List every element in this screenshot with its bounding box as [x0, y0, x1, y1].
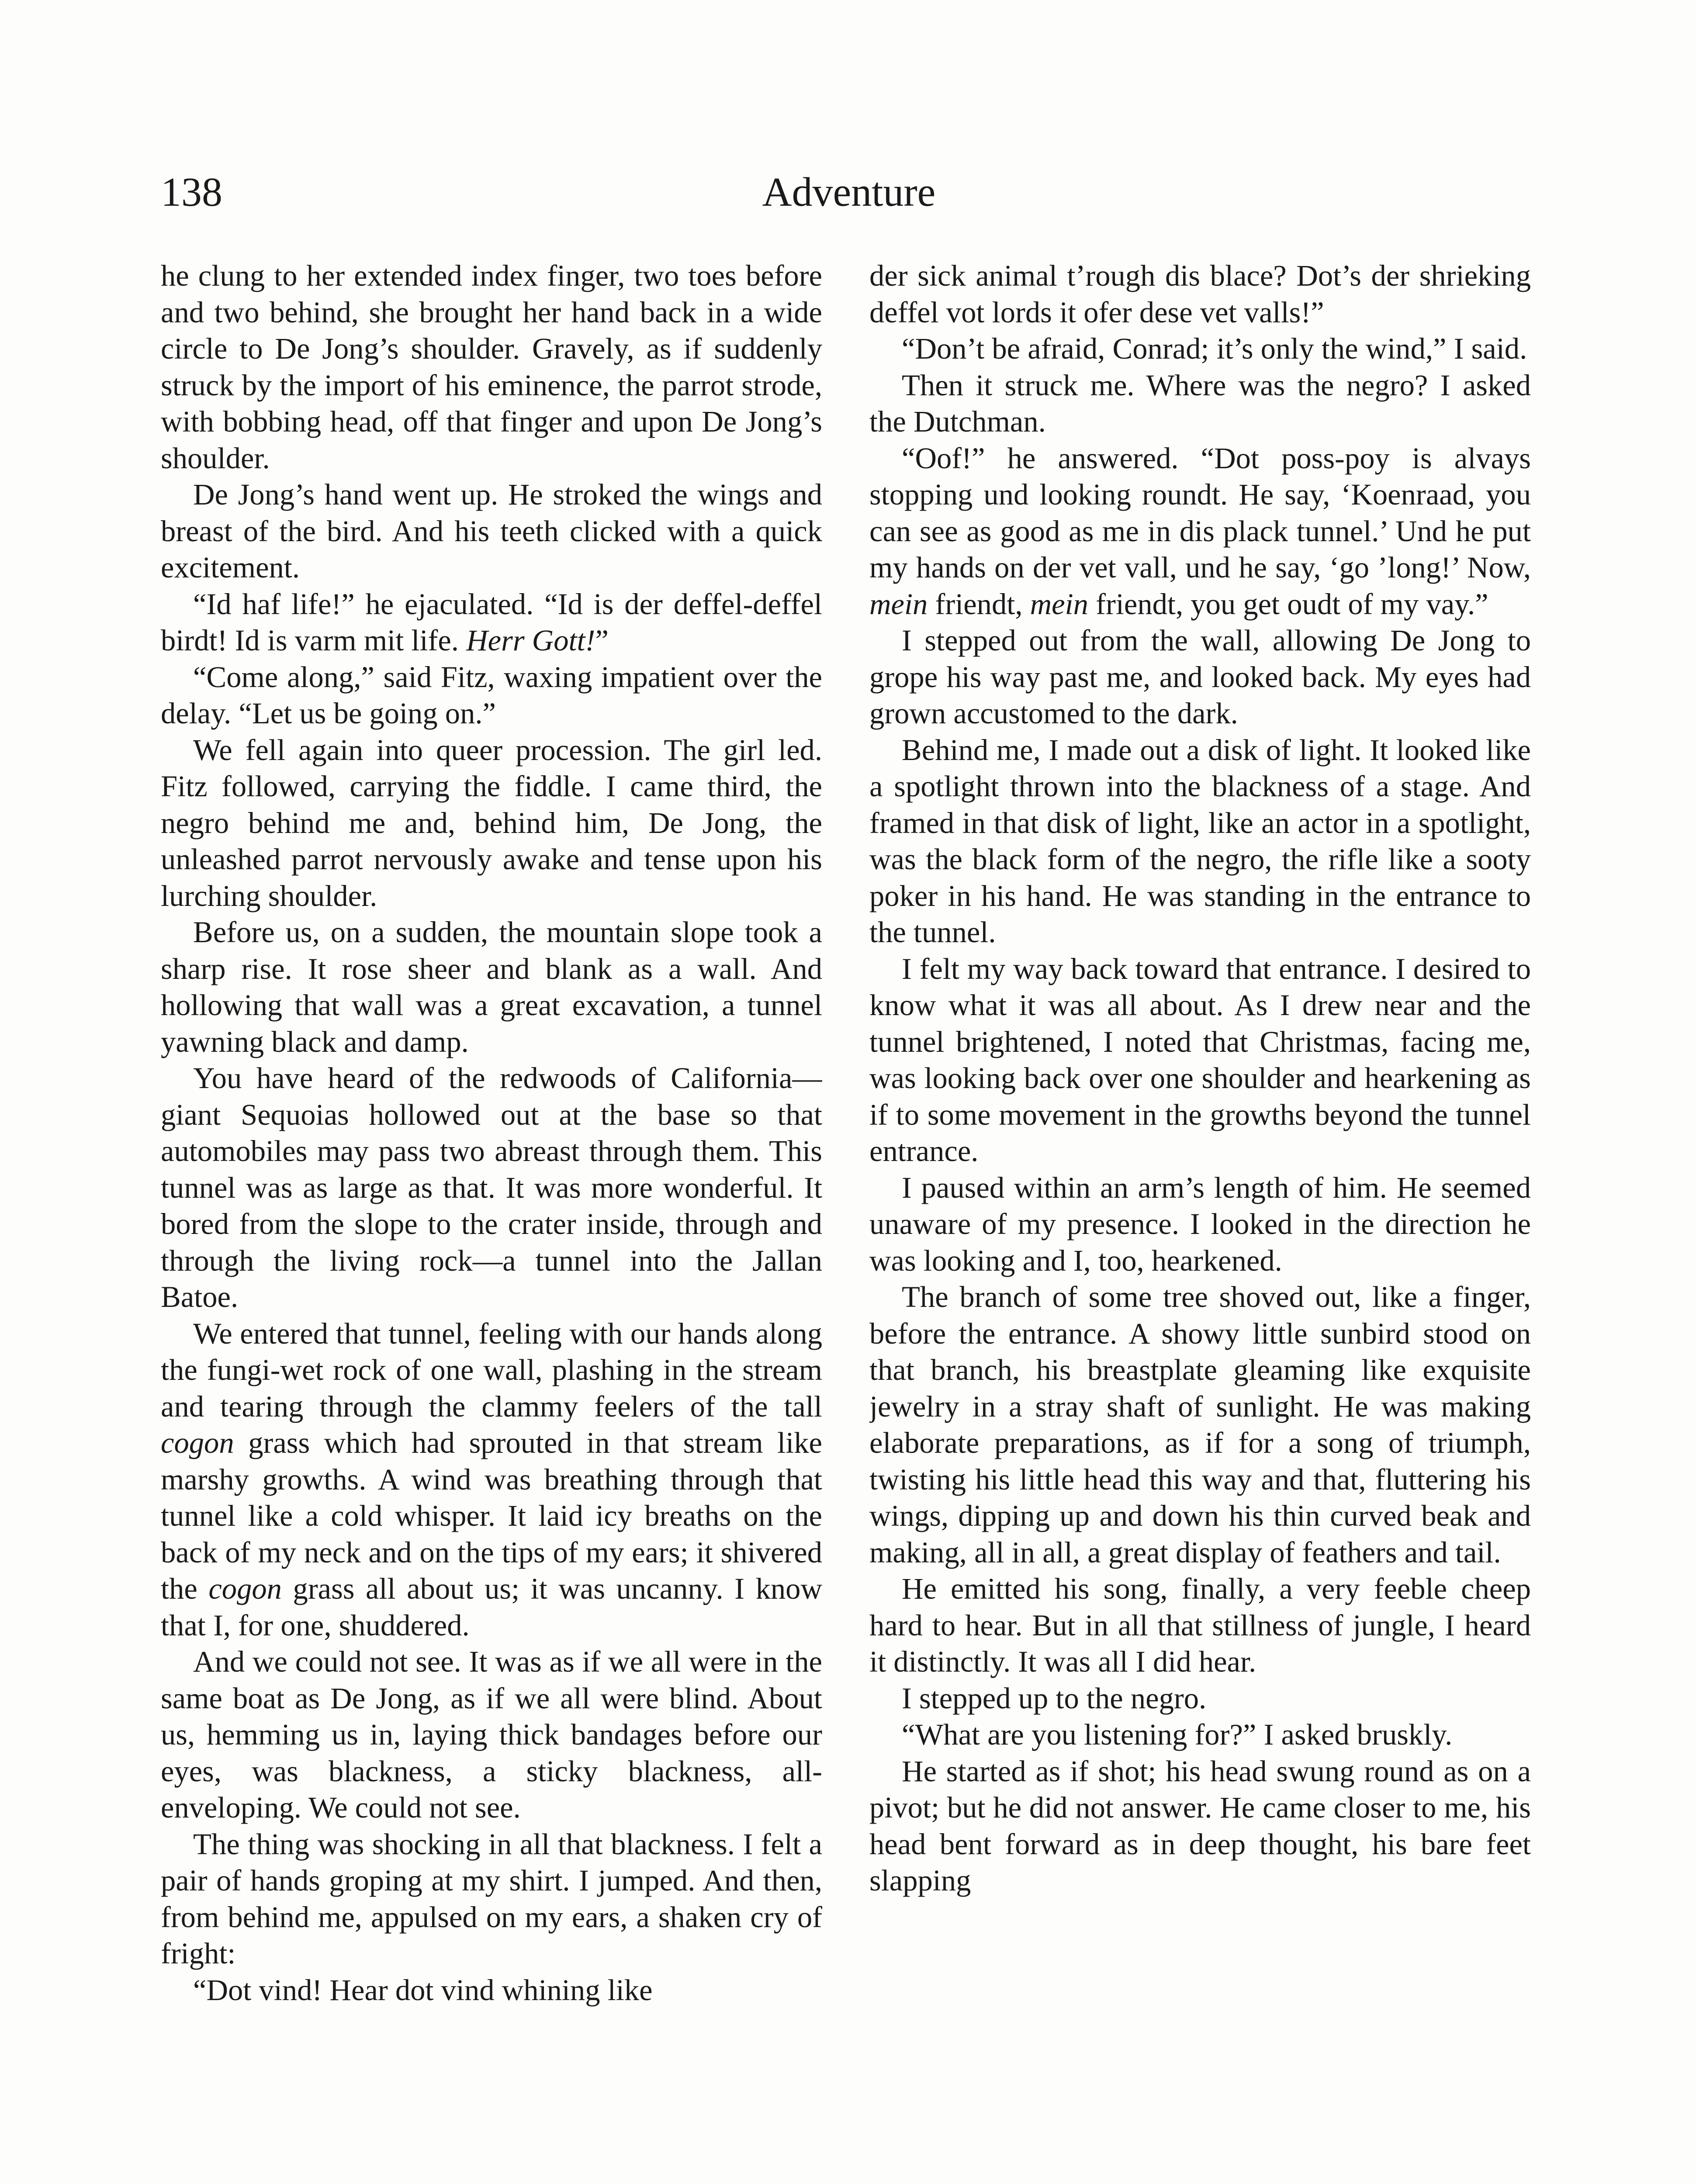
paragraph: “Id haf life!” he ejaculated. “Id is der deffel-deffel birdt! Id is varm mit life. Herr Gott!” — [161, 587, 822, 657]
text-columns — [161, 258, 1537, 2184]
paragraph: The thing was shocking in all that blackness. I felt a pair of hands groping at my shirt. I jumped. And then, from behind me, appulsed on my ears, a shaken cry of fright: — [161, 1827, 822, 1970]
paragraph: He emitted his song, finally, a very feeble cheep hard to hear. But in all that stillness of jungle, I heard it distinctly. It was all I did hear. — [869, 1572, 1531, 1678]
left-column — [161, 258, 822, 2184]
paragraph: der sick animal t’rough dis blace? Dot’s der shrieking deffel vot lords it ofer dese vet valls!” — [869, 259, 1531, 329]
paragraph: “Dot vind! Hear dot vind whining like — [193, 1973, 653, 2007]
page-number: 138 — [161, 169, 222, 215]
paragraph: We fell again into queer procession. The girl led. Fitz followed, carrying the fiddle. I came third, the negro behind me and, behind him, De Jong, the unleashed parrot nervously awake and tense upon his lurching shoulder. — [161, 733, 822, 912]
paragraph: You have heard of the redwoods of California—giant Sequoias hollowed out at the base so that automobiles may pass two abreast through them. This tunnel was as large as that. It was more wonderful. It bored from the slope to the crater inside, through and through the living rock—a tunnel into the Jallan Batoe. — [161, 1061, 822, 1313]
paragraph: De Jong’s hand went up. He stroked the wings and breast of the bird. And his teeth clicked with a quick excitement. — [161, 478, 822, 584]
paragraph: We entered that tunnel, feeling with our hands along the fungi-wet rock of one wall, plashing in the stream and tearing through the clammy feelers of the tall cogon grass which had sprouted in that stream like marshy growths. A wind was breathing through that tunnel like a cold whisper. It laid icy breaths on the back of my neck and on the tips of my ears; it shivered the cogon grass all about us; it was uncanny. I know that I, for one, shuddered. — [161, 1317, 822, 1642]
paragraph: “Come along,” said Fitz, waxing impatient over the delay. “Let us be going on.” — [161, 660, 822, 730]
paragraph: “Don’t be afraid, Conrad; it’s only the wind,” I said. — [902, 332, 1527, 365]
paragraph: The branch of some tree shoved out, like a finger, before the entrance. A showy little sunbird stood on that branch, his breastplate gleaming like exquisite jewelry in a stray shaft of sunlight. He was making elaborate preparations, as if for a song of triumph, twisting his little head this way and that, fluttering his wings, dipping up and down his thin curved beak and making, all in all, a great display of feathers and tail. — [869, 1280, 1531, 1569]
paragraph: And we could not see. It was as if we all were in the same boat as De Jong, as if we all were blind. About us, hemming us in, laying thick bandages before our eyes, was blackness, a sticky blackness, all-enveloping. We could not see. — [161, 1645, 822, 1824]
paragraph: I paused within an arm’s length of him. He seemed unaware of my presence. I looked in the direction he was looking and I, too, hearkened. — [869, 1171, 1531, 1277]
paragraph: Before us, on a sudden, the mountain slope took a sharp rise. It rose sheer and blank as a wall. And hollowing that wall was a great excavation, a tunnel yawning black and damp. — [161, 916, 822, 1058]
running-title: Adventure — [762, 169, 936, 215]
paragraph: he clung to her extended index finger, two toes before and two behind, she brought her hand back in a wide circle to De Jong’s shoulder. Gravely, as if suddenly struck by the import of his eminence, the parrot strode, with bobbing head, off that finger and upon De Jong’s shoulder. — [161, 259, 822, 475]
paragraph: Then it struck me. Where was the negro? I asked the Dutchman. — [869, 368, 1531, 438]
paragraph: Behind me, I made out a disk of light. It looked like a spotlight thrown into the blackness of a stage. And framed in that disk of light, like an actor in a spotlight, was the black form of the negro, the rifle like a sooty poker in his hand. He was standing in the entrance to the tunnel. — [869, 733, 1531, 949]
paragraph: “What are you listening for?” I asked bruskly. — [902, 1718, 1453, 1751]
paragraph: He started as if shot; his head swung round as on a pivot; but he did not answer. He came closer to me, his head bent forward as in deep thought, his bare feet slapping — [869, 1754, 1531, 1897]
right-column — [869, 258, 1531, 2184]
page-header — [161, 166, 1537, 236]
paragraph: “Oof!” he answered. “Dot poss-poy is alvays stopping und looking roundt. He say, ‘Koenraad, you can see as good as me in dis plack tunnel.’ Und he put my hands on der vet vall, und he say, ‘go ’long!’ Now, mein friendt, mein friendt, you get oudt of my vay.” — [869, 441, 1531, 621]
paragraph: I felt my way back toward that entrance. I desired to know what it was all about. As I drew near and the tunnel brightened, I noted that Christmas, facing me, was looking back over one shoulder and hearkening as if to some movement in the growths beyond the tunnel entrance. — [869, 952, 1531, 1168]
paragraph: I stepped up to the negro. — [902, 1681, 1207, 1715]
paragraph: I stepped out from the wall, allowing De Jong to grope his way past me, and looked back. My eyes had grown accustomed to the dark. — [869, 624, 1531, 730]
